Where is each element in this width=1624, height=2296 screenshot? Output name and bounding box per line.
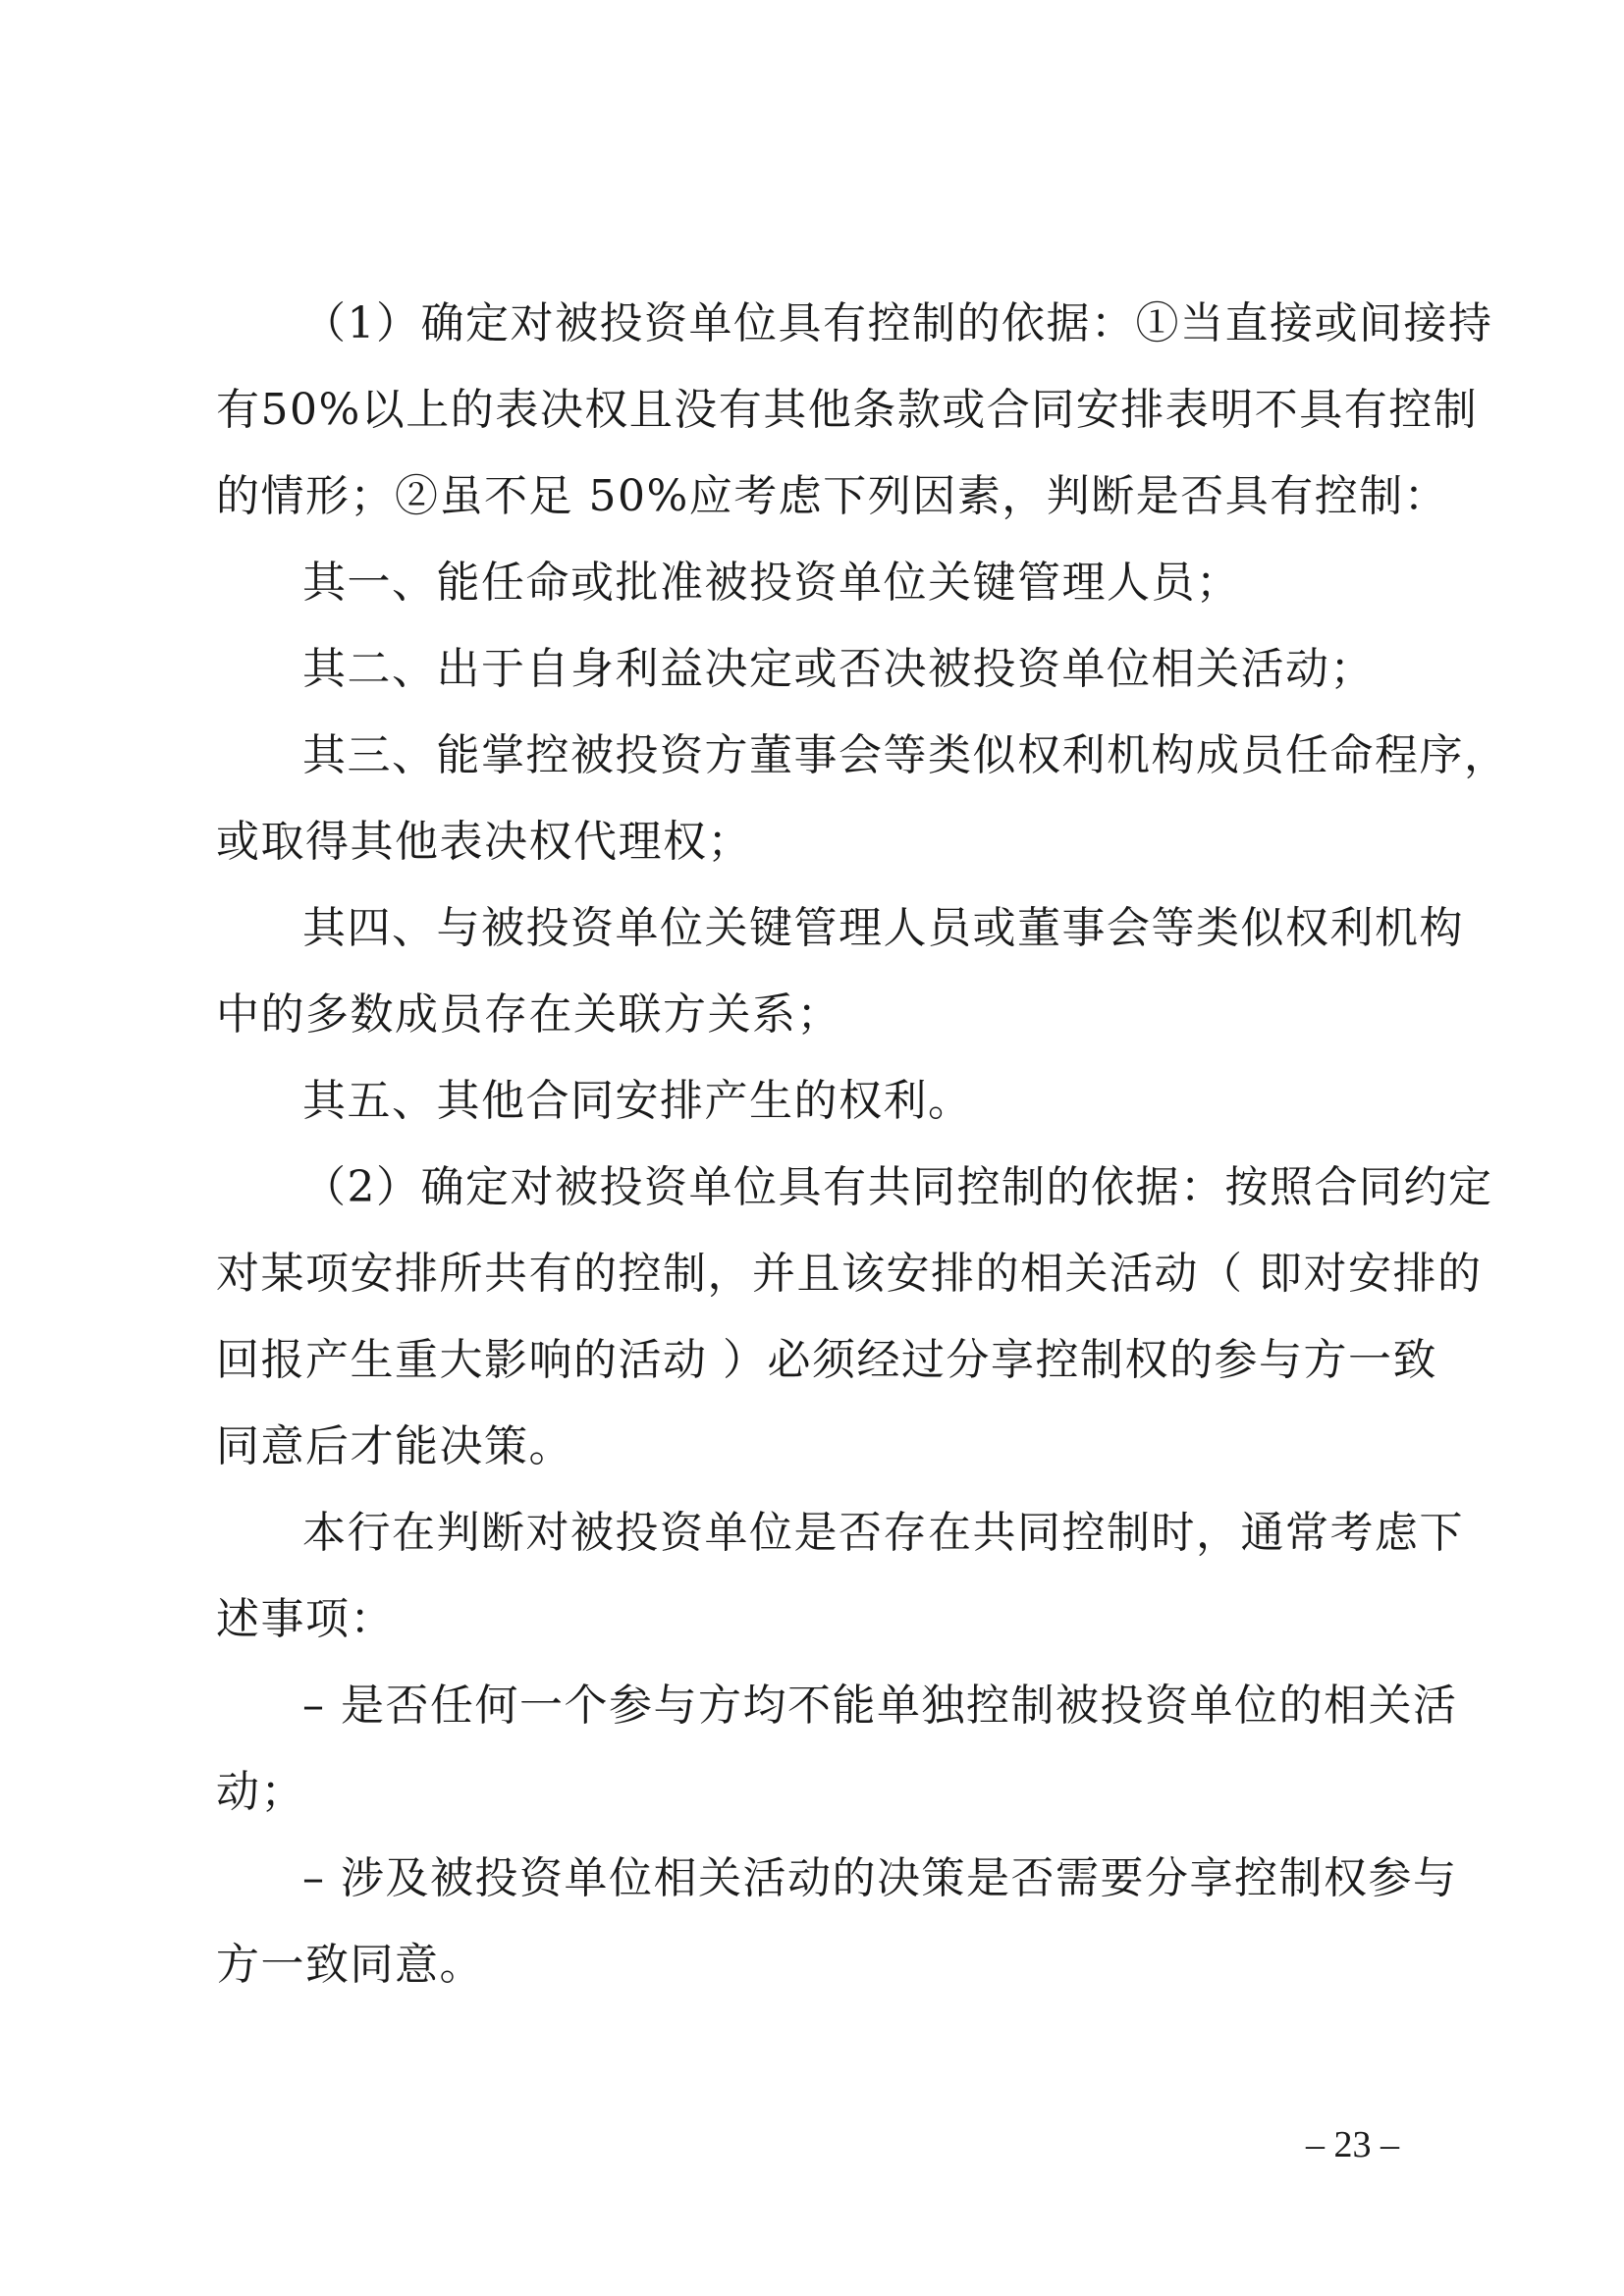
item-2: 其二、出于自身利益决定或否决被投资单位相关活动； [302, 644, 1375, 694]
bullet-2-line-1: – 涉及被投资单位相关活动的决策是否需要分享控制权参与 [302, 1853, 1458, 1903]
item-1: 其一、能任命或批准被投资单位关键管理人员； [302, 558, 1241, 608]
paragraph-2-line-1: （2）确定对被投资单位具有共同控制的依据：按照合同约定 [302, 1162, 1493, 1212]
paragraph-1-line-1: （1）确定对被投资单位具有控制的依据：①当直接或间接持 [302, 298, 1493, 348]
item-4-line-1: 其四、与被投资单位关键管理人员或董事会等类似权利机构 [302, 903, 1464, 953]
paragraph-2-line-2: 对某项安排所共有的控制，并且该安排的相关活动（ 即对安排的 [216, 1249, 1483, 1299]
page-number: – 23 – [1306, 2124, 1399, 2165]
bullet-1-line-1: – 是否任何一个参与方均不能单独控制被投资单位的相关活 [302, 1681, 1458, 1731]
item-5: 其五、其他合同安排产生的权利。 [302, 1076, 973, 1126]
item-3-line-1: 其三、能掌控被投资方董事会等类似权利机构成员任命程序， [302, 730, 1509, 780]
item-3-line-2: 或取得其他表决权代理权； [216, 817, 752, 867]
paragraph-1-line-3: 的情形；②虽不足 50%应考虑下列因素，判断是否具有控制： [216, 471, 1449, 521]
paragraph-2-line-4: 同意后才能决策。 [216, 1421, 573, 1471]
bullet-2-line-2: 方一致同意。 [216, 1940, 484, 1990]
paragraph-1-line-2: 有50%以上的表决权且没有其他条款或合同安排表明不具有控制 [216, 385, 1479, 435]
paragraph-3-line-2: 述事项： [216, 1594, 395, 1644]
paragraph-2-line-3: 回报产生重大影响的活动 ）必须经过分享控制权的参与方一致 [216, 1335, 1437, 1385]
bullet-1-line-2: 动； [216, 1767, 305, 1817]
paragraph-3-line-1: 本行在判断对被投资单位是否存在共同控制时，通常考虑下 [302, 1508, 1464, 1558]
item-4-line-2: 中的多数成员存在关联方关系； [216, 989, 841, 1040]
